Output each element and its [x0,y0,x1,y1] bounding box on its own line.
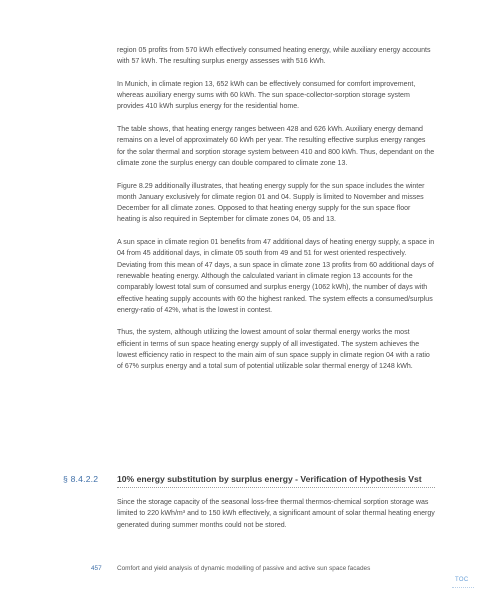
section-number: § 8.4.2.2 [63,474,99,484]
section-heading: 10% energy substitution by surplus energy - Verification of Hypothesis Vst [117,474,422,484]
paragraph: A sun space in climate region 01 benefits from 47 additional days of heating energy supply, a space in 04 from 45 additional days, in climate 05 south from 49 and 51 for west oriented respectively. Deviating from this mean of 47 days, a sun space in climate zone 13 profits from 60 additional days of renewable heating energy. Although the calculated variant in climate region 13 accounts for the comparably lowest total sum of consumed and surplus energy (1062 kWh), the number of days with effective heating supply accounts with 60 the highest ranked. The system effects a consumed/surplus energy-ratio of 42%, what is the lowest in contest. [117,239,435,314]
section-divider [117,487,435,488]
paragraph: In Munich, in climate region 13, 652 kWh can be effectively consumed for comfort improvement, whereas auxiliary energy sums with 60 kWh. The sun space-collector-sorption storage system provides 410 kWh surplus energy for the residential home. [117,80,416,111]
paragraph: region 05 profits from 570 kWh effectively consumed heating energy, while auxiliary energy accounts with 57 kWh. The resulting surplus energy assesses with 516 kWh. [117,47,431,66]
paragraph: Thus, the system, although utilizing the lowest amount of solar thermal energy works the most efficient in terms of sun space heating energy supply of all investigated. The system achieves the lowest efficiency ratio in respect to the main aim of sun space supply in climate region 04 with a ratio of 67% surplus energy and a total sum of potential utilizable solar thermal energy of 1248 kWh. [117,329,430,371]
page-number: 457 [91,565,102,572]
running-footer-title: Comfort and yield analysis of dynamic modelling of passive and active sun space facades [117,565,371,572]
paragraph: Figure 8.29 additionally illustrates, that heating energy supply for the sun space includes the winter month January exclusively for climate region 01 and 04. Supply is limited to November and misses December for all climate zones. Opposed to that heating energy supply for the sun space floor heating is also required in September for climate zones 04, 05 and 13. [117,182,425,224]
toc-link[interactable]: TOC [455,577,469,583]
paragraph: Since the storage capacity of the seasonal loss-free thermal thermos-chemical sorption storage was limited to 220 kWh/m³ and to 150 kWh effectively, a significant amount of solar thermal heating energy generated during summer months could not be stored. [117,499,435,529]
paragraph: The table shows, that heating energy ranges between 428 and 626 kWh. Auxiliary energy demand remains on a level of approximately 60 kWh per year. The resulting effective surplus energy ranges for the solar thermal and sorption storage system between 410 and 800 kWh. Thus, dependant on the climate zone the surplus energy can double compared to climate zone 13. [117,126,435,167]
section-body-text [117,497,435,542]
toc-underline [452,587,474,588]
upper-body-text [117,45,435,384]
